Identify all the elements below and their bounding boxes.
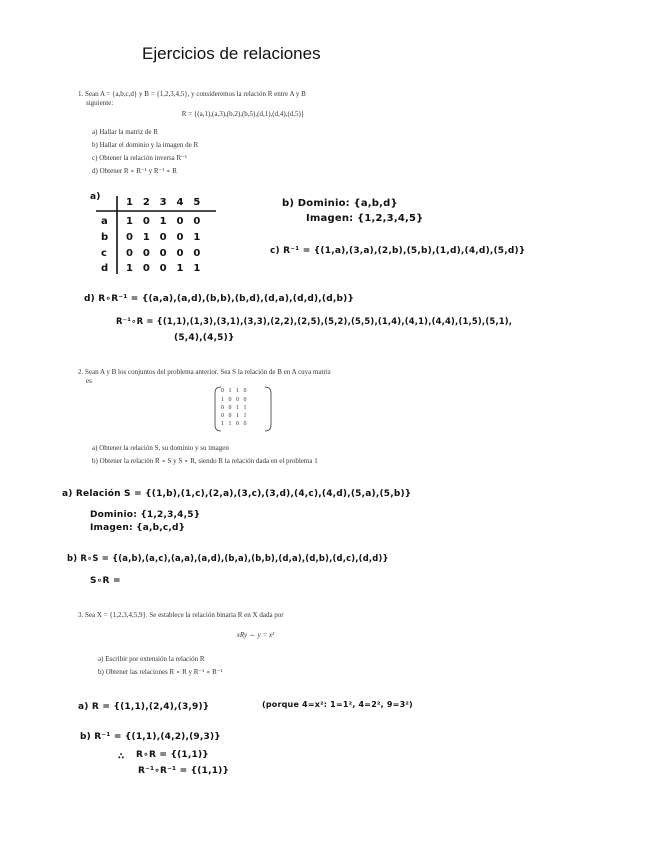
p1-relation: R = {(a,1),(a,3),(b,2),(b,5),(d,1),(d,4),(d,5)}: [181, 110, 305, 118]
ans1-c: c) R⁻¹ = {(1,a),(3,a),(2,b),(5,b),(1,d),(4,d),(5,d)}: [270, 246, 526, 256]
p1-item-a: a) Hallar la matriz de R: [92, 128, 158, 136]
p2-matrix-row-4: 0 0 1 1: [221, 413, 247, 419]
ans1-row-vals-c: 0 0 0 0 0: [126, 248, 201, 259]
p2-item-b: b) Obtener la relación R ∘ S y S ∘ R, siendo R la relación dada en el problema 1: [92, 457, 318, 465]
ans2-b-sor: S∘R =: [90, 576, 121, 586]
p2-matrix-row-2: 1 0 0 0: [221, 397, 247, 403]
p2-item-a: a) Obtener la relación S, su dominio y su imagen: [92, 444, 229, 452]
ans1-row-vals-b: 0 1 0 0 1: [126, 232, 201, 243]
ans1-d-line1: d) R∘R⁻¹ = {(a,a),(a,d),(b,b),(b,d),(d,a),(d,d),(d,b)}: [84, 294, 355, 304]
ans1-row-vals-d: 1 0 0 1 1: [126, 263, 201, 274]
p3-intro: 3. Sea X = {1,2,3,4,5,9}. Se establece la relación binaria R en X dada por: [78, 611, 284, 619]
p1-item-b: b) Hallar el dominio y la imagen de R: [92, 141, 199, 149]
ans1-b-dominio: b) Dominio: {a,b,d}: [282, 198, 398, 209]
ans1-row-label-a: a: [101, 216, 108, 227]
p1-intro-line1: 1. Sean A = {a,b,c,d} y B = {1,2,3,4,5}, y consideremos la relación R entre A y B: [78, 90, 306, 98]
ans3-a: a) R = {(1,1),(2,4),(3,9)}: [78, 702, 210, 712]
ans1-row-vals-a: 1 0 1 0 0: [126, 216, 201, 227]
ans2-a-dominio: Dominio: {1,2,3,4,5}: [90, 510, 201, 520]
p3-item-b: b) Obtener las relaciones R ∘ R y R⁻¹ ∘ R⁻¹: [98, 668, 223, 676]
ans1-row-label-d: d: [101, 263, 109, 274]
p2-intro-line1: 2. Sean A y B los conjuntos del problema anterior. Sea S la relación de B en A cuya matriz: [78, 368, 331, 376]
ans3-b-mark: ∴: [118, 752, 125, 762]
page-title: Ejercicios de relaciones: [142, 44, 321, 63]
p3-item-a: a) Escribir por extensión la relación R: [98, 655, 205, 663]
ans3-b-ror: R∘R = {(1,1)}: [136, 750, 209, 760]
p2-matrix-row-5: 1 1 0 0: [221, 421, 247, 427]
ans2-b-ros: b) R∘S = {(a,b),(a,c),(a,a),(a,d),(b,a),(b,b),(d,a),(d,b),(d,c),(d,d)}: [67, 553, 389, 563]
p2-matrix-row-1: 0 1 1 0: [221, 388, 247, 394]
p1-item-c: c) Obtener la relación inversa R⁻¹: [92, 154, 188, 162]
ans3-b-rinv: R⁻¹∘R⁻¹ = {(1,1)}: [138, 766, 230, 776]
ans2-a-relacion: a) Relación S = {(1,b),(1,c),(2,a),(3,c),(3,d),(4,c),(4,d),(5,a),(5,b)}: [62, 489, 412, 499]
p1-intro-line2: siguiente:: [86, 99, 114, 107]
ans2-a-imagen: Imagen: {a,b,c,d}: [90, 523, 186, 533]
p2-intro-line2: es: [86, 377, 92, 385]
p2-matrix-row-3: 0 0 1 1: [221, 405, 247, 411]
ans1-d-line2: R⁻¹∘R = {(1,1),(1,3),(3,1),(3,3),(2,2),(2,5),(5,2),(5,5),(1,4),(4,1),(4,4),(1,5),(5,1),: [116, 316, 513, 326]
p1-item-d: d) Obtener R ∘ R⁻¹ y R⁻¹ ∘ R: [92, 167, 177, 175]
ans1-row-label-c: c: [101, 248, 108, 259]
ans1-b-imagen: Imagen: {1,2,3,4,5}: [306, 213, 424, 224]
ans1-d-line3: (5,4),(4,5)}: [174, 333, 235, 343]
ans1-a-label: a): [90, 192, 101, 202]
ans3-a-note: (porque 4=x²: 1=1², 4=2², 9=3²): [262, 700, 413, 709]
ans1-row-label-b: b: [101, 232, 109, 243]
ans1-matrix-header: 1 2 3 4 5: [126, 197, 201, 208]
p3-formula: xRy ⇔ y = x²: [236, 631, 275, 639]
ans3-b: b) R⁻¹ = {(1,1),(4,2),(9,3)}: [80, 732, 221, 742]
